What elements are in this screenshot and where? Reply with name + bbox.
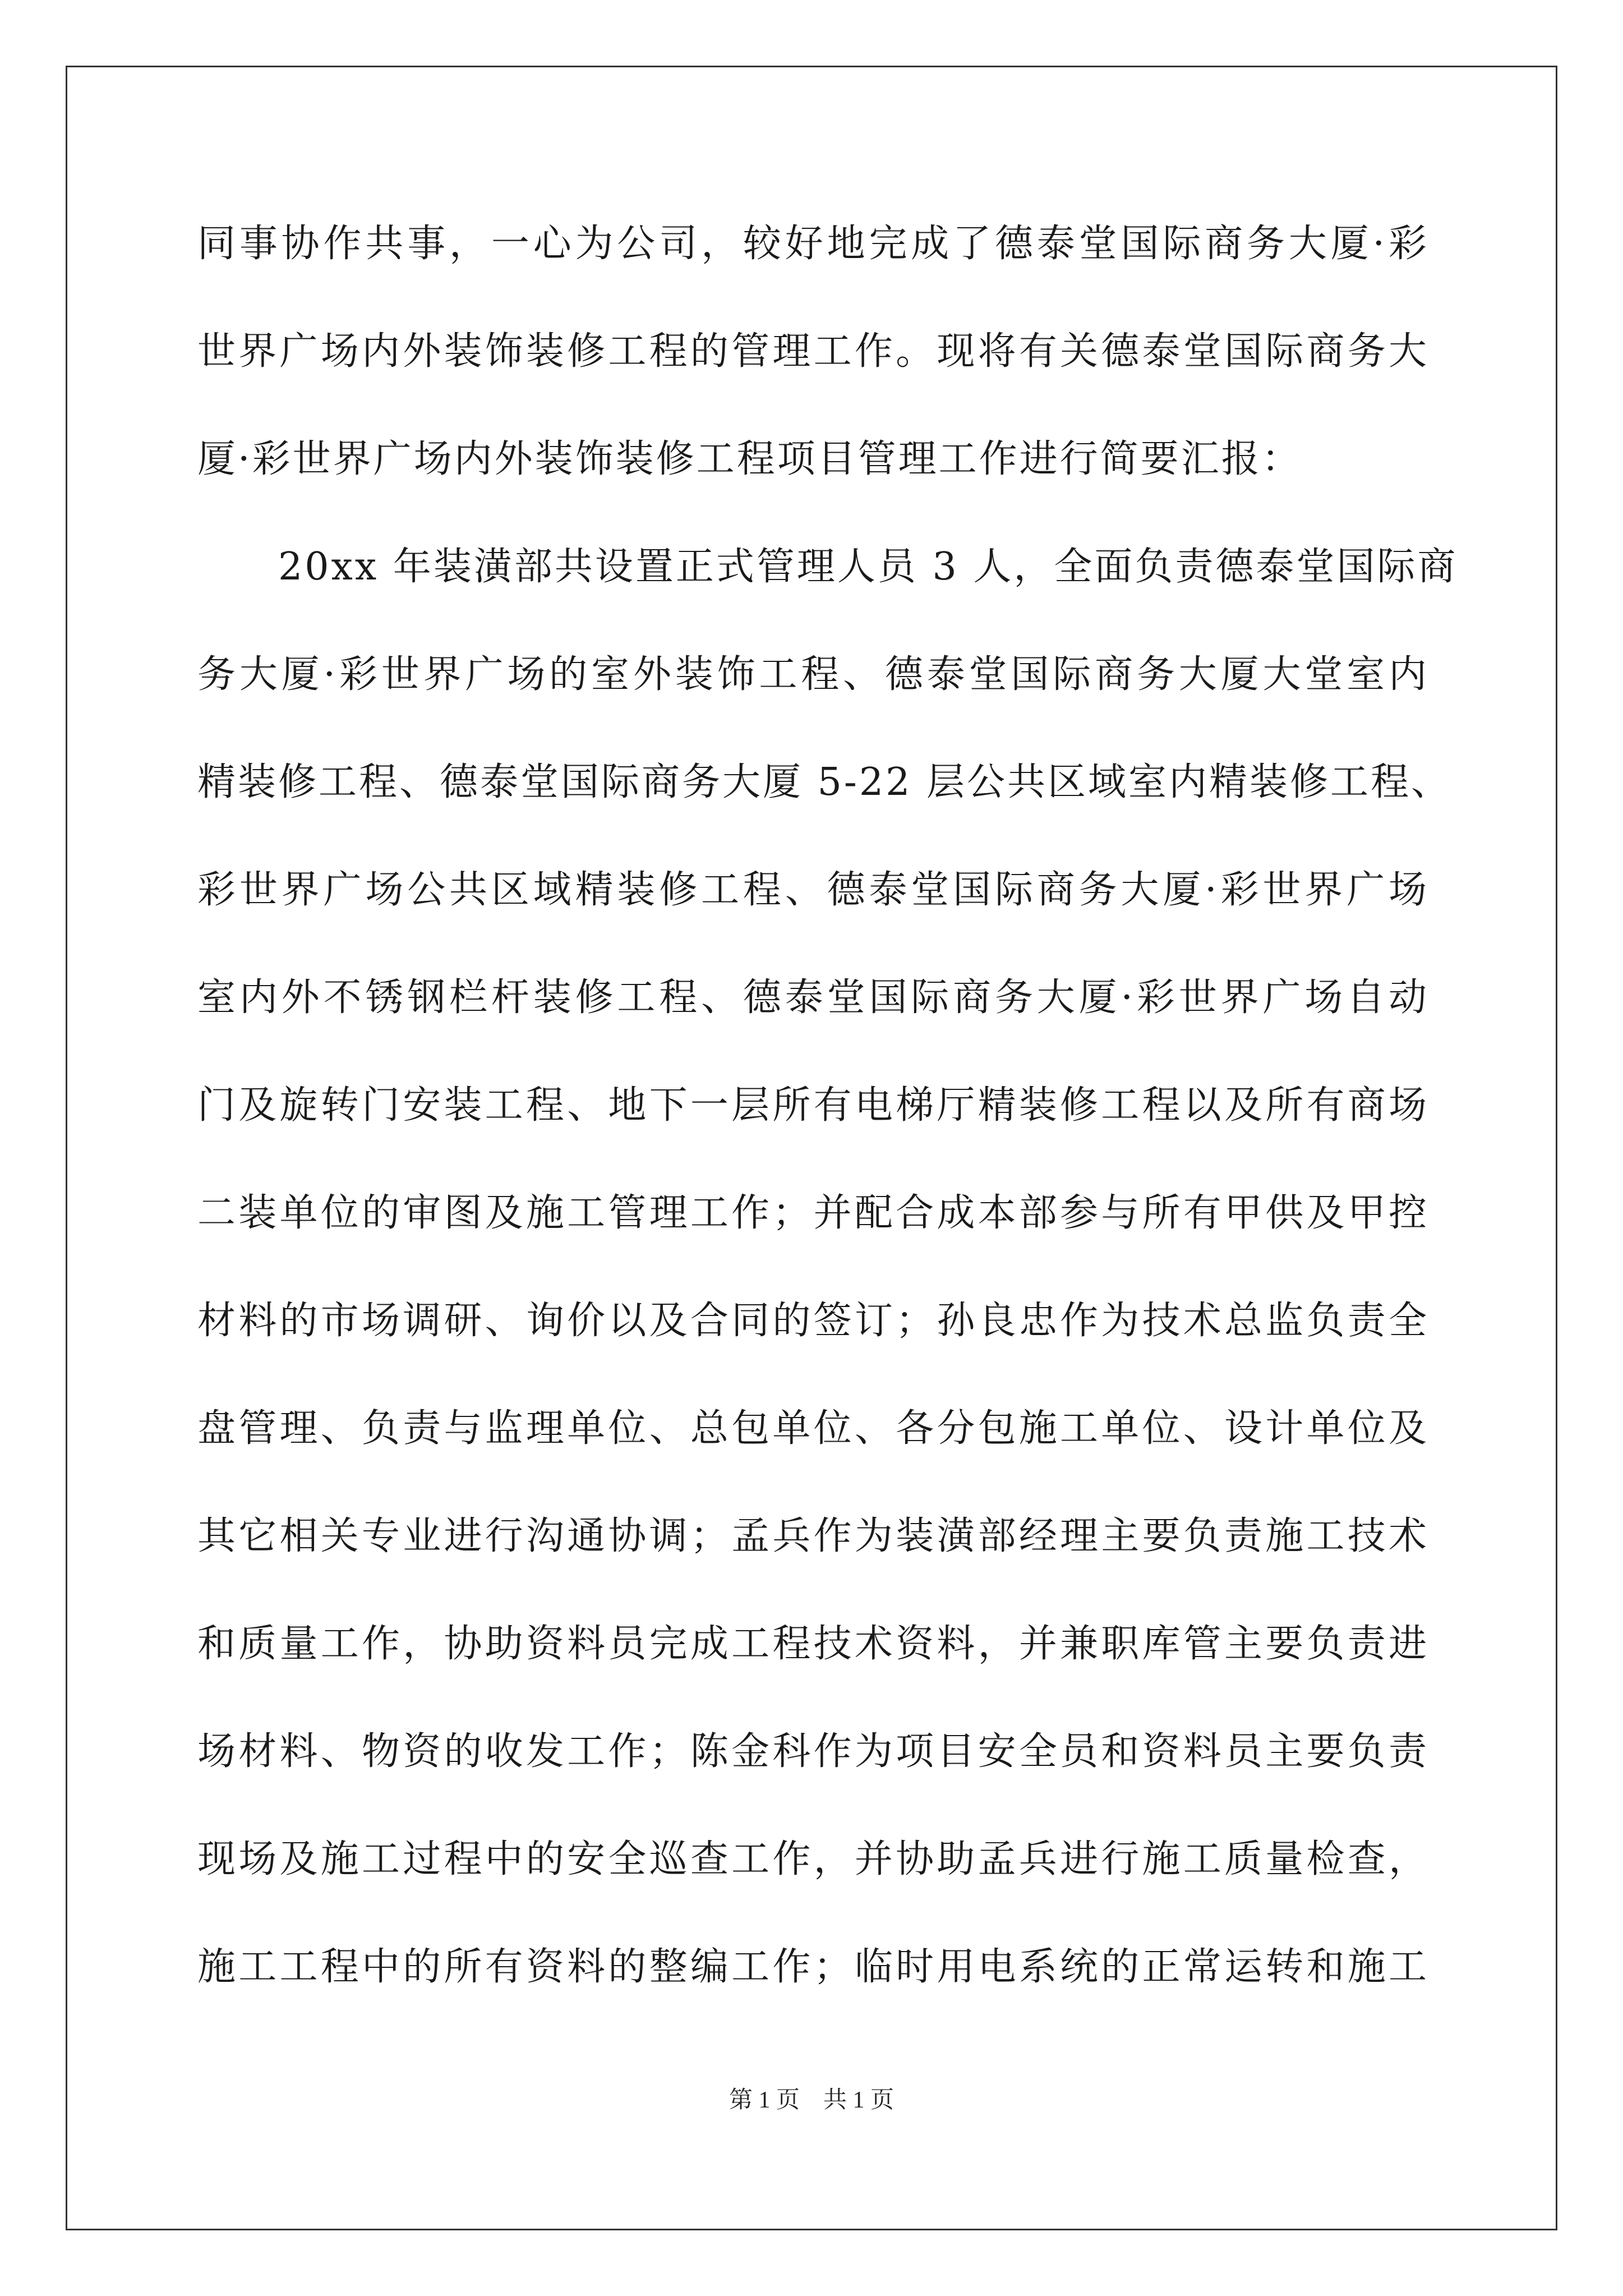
text-line: 施工工程中的所有资料的整编工作；临时用电系统的正常运转和施工 xyxy=(197,1945,1429,1989)
document-body xyxy=(197,213,1458,2044)
text-line: 精装修工程、德泰堂国际商务大厦 5-22 层公共区域室内精装修工程、 xyxy=(197,760,1451,804)
text-line: 20xx 年装潢部共设置正式管理人员 3 人，全面负责德泰堂国际商 xyxy=(197,545,1458,589)
text-line: 材料的市场调研、询价以及合同的签订；孙良忠作为技术总监负责全 xyxy=(197,1299,1429,1343)
text-line: 二装单位的审图及施工管理工作；并配合成本部参与所有甲供及甲控 xyxy=(197,1191,1429,1235)
text-line: 彩世界广场公共区域精装修工程、德泰堂国际商务大厦·彩世界广场 xyxy=(197,868,1429,912)
text-line: 厦·彩世界广场内外装饰装修工程项目管理工作进行简要汇报： xyxy=(197,437,1302,481)
text-line: 同事协作共事，一心为公司，较好地完成了德泰堂国际商务大厦·彩 xyxy=(197,222,1429,266)
text-line: 室内外不锈钢栏杆装修工程、德泰堂国际商务大厦·彩世界广场自动 xyxy=(197,976,1429,1020)
text-line: 务大厦·彩世界广场的室外装饰工程、德泰堂国际商务大厦大堂室内 xyxy=(197,652,1429,697)
text-line: 现场及施工过程中的安全巡查工作，并协助孟兵进行施工质量检查， xyxy=(197,1837,1429,1881)
text-line: 盘管理、负责与监理单位、总包单位、各分包施工单位、设计单位及 xyxy=(197,1406,1429,1451)
text-line: 场材料、物资的收发工作；陈金科作为项目安全员和资料员主要负责 xyxy=(197,1729,1429,1774)
text-line: 和质量工作，协助资料员完成工程技术资料，并兼职库管主要负责进 xyxy=(197,1622,1429,1666)
text-line: 世界广场内外装饰装修工程的管理工作。现将有关德泰堂国际商务大 xyxy=(197,329,1429,374)
text-line: 其它相关专业进行沟通协调；孟兵作为装潢部经理主要负责施工技术 xyxy=(197,1514,1429,1558)
page-footer xyxy=(0,2081,1623,2115)
text-line: 门及旋转门安装工程、地下一层所有电梯厅精装修工程以及所有商场 xyxy=(197,1083,1429,1128)
page-number: 第 1 页 共 1 页 xyxy=(728,2087,894,2113)
